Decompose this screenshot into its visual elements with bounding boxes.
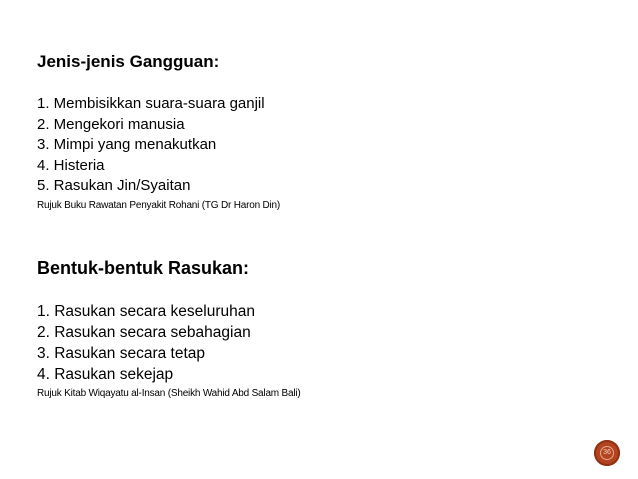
section-heading: Bentuk-bentuk Rasukan: [37,258,250,278]
reference-note: Rujuk Kitab Wiqayatu al-Insan (Sheikh Wahid Abd Salam Bali) [37,388,301,399]
list-item: 2. Mengekori manusia [37,115,185,133]
list-item: 4. Rasukan sekejap [37,366,174,383]
slide-number-badge [594,440,620,466]
list-item: 1. Rasukan secara keseluruhan [37,303,255,320]
list-item: 2. Rasukan secara sebahagian [37,324,251,341]
gangguan-list [37,94,597,197]
list-item: 4. Histeria [37,156,105,174]
section-jenis-gangguan [37,52,597,213]
rasukan-list [37,301,597,385]
section-heading: Jenis-jenis Gangguan: [37,52,220,71]
list-item: 1. Membisikkan suara-suara ganjil [37,95,265,112]
list-item: 3. Rasukan secara tetap [37,345,206,362]
list-item: 3. Mimpi yang menakutkan [37,136,217,153]
slide-number: 36 [603,449,611,456]
reference-note: Rujuk Buku Rawatan Penyakit Rohani (TG Dr Haron Din) [37,199,281,211]
section-bentuk-rasukan [37,258,597,401]
list-item: 5. Rasukan Jin/Syaitan [37,177,191,194]
